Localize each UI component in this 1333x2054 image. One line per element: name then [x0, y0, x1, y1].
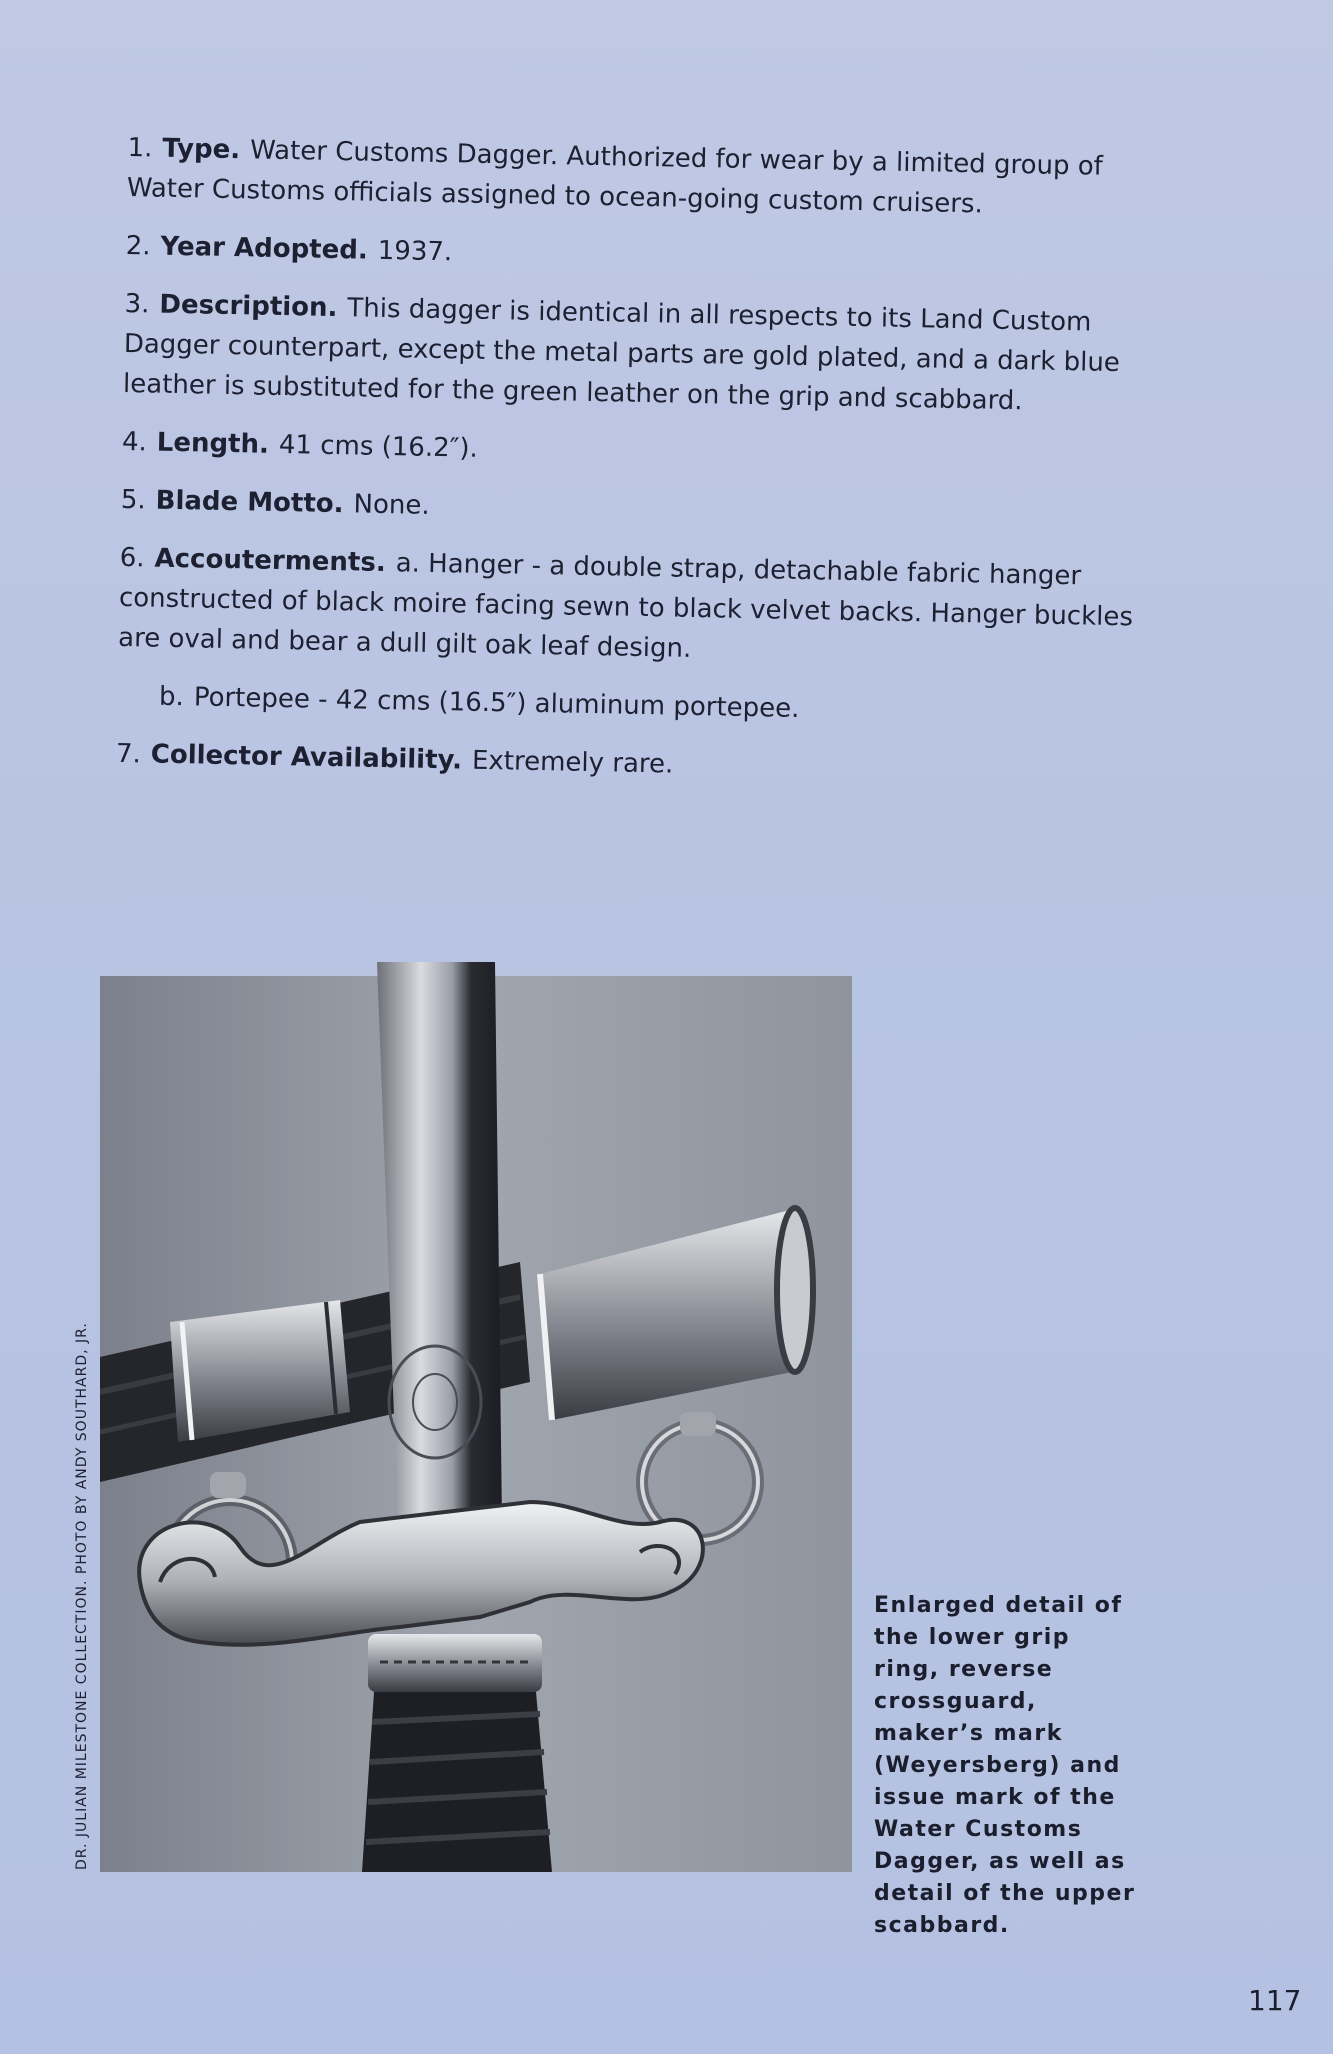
photo-caption: Enlarged detail of the lower grip ring, reverse crossguard, maker’s mark (Weyersberg) and issue mark of the Water Customs Dagger, as well as detail of the upper scabbard. [874, 1593, 1136, 1938]
blade [377, 962, 502, 1522]
page-number: 117 [1248, 1984, 1302, 2017]
dagger-detail-photo [100, 962, 852, 1872]
photo-credit: DR. JULIAN MILESTONE COLLECTION. PHOTO BY ANDY SOUTHARD, JR. [74, 1322, 90, 1870]
entry-accouterments: 6. Accouterments. a. Hanger - a double strap, detachable fabric hanger constructed of black moire facing sewn to black velvet backs. Hanger buckles are oval and bear a dull gilt oak leaf design. [117, 542, 1134, 664]
dagger-illustration [100, 962, 852, 1872]
entry-portepee: b. Portepee - 42 cms (16.5″) aluminum portepee. [158, 681, 800, 724]
entry-description: 3. Description. This dagger is identical in all respects to its Land Custom Dagger counterpart, except the metal parts are gold plated, and a dark blue leather is substituted for the green leather on the grip and scabbard. [122, 288, 1121, 417]
entry-type: 1. Type. Water Customs Dagger. Authorized for wear by a limited group of Water Customs officials assigned to ocean-going custom cruisers. [126, 132, 1104, 220]
specification-list [115, 128, 1168, 812]
entry-collector-availability: 7. Collector Availability. Extremely rare. [115, 738, 674, 780]
entry-length: 4. Length. 41 cms (16.2″). [121, 426, 479, 464]
entry-blade-motto: 5. Blade Motto. None. [120, 484, 430, 521]
entry-year-adopted: 2. Year Adopted. 1937. [125, 230, 453, 268]
